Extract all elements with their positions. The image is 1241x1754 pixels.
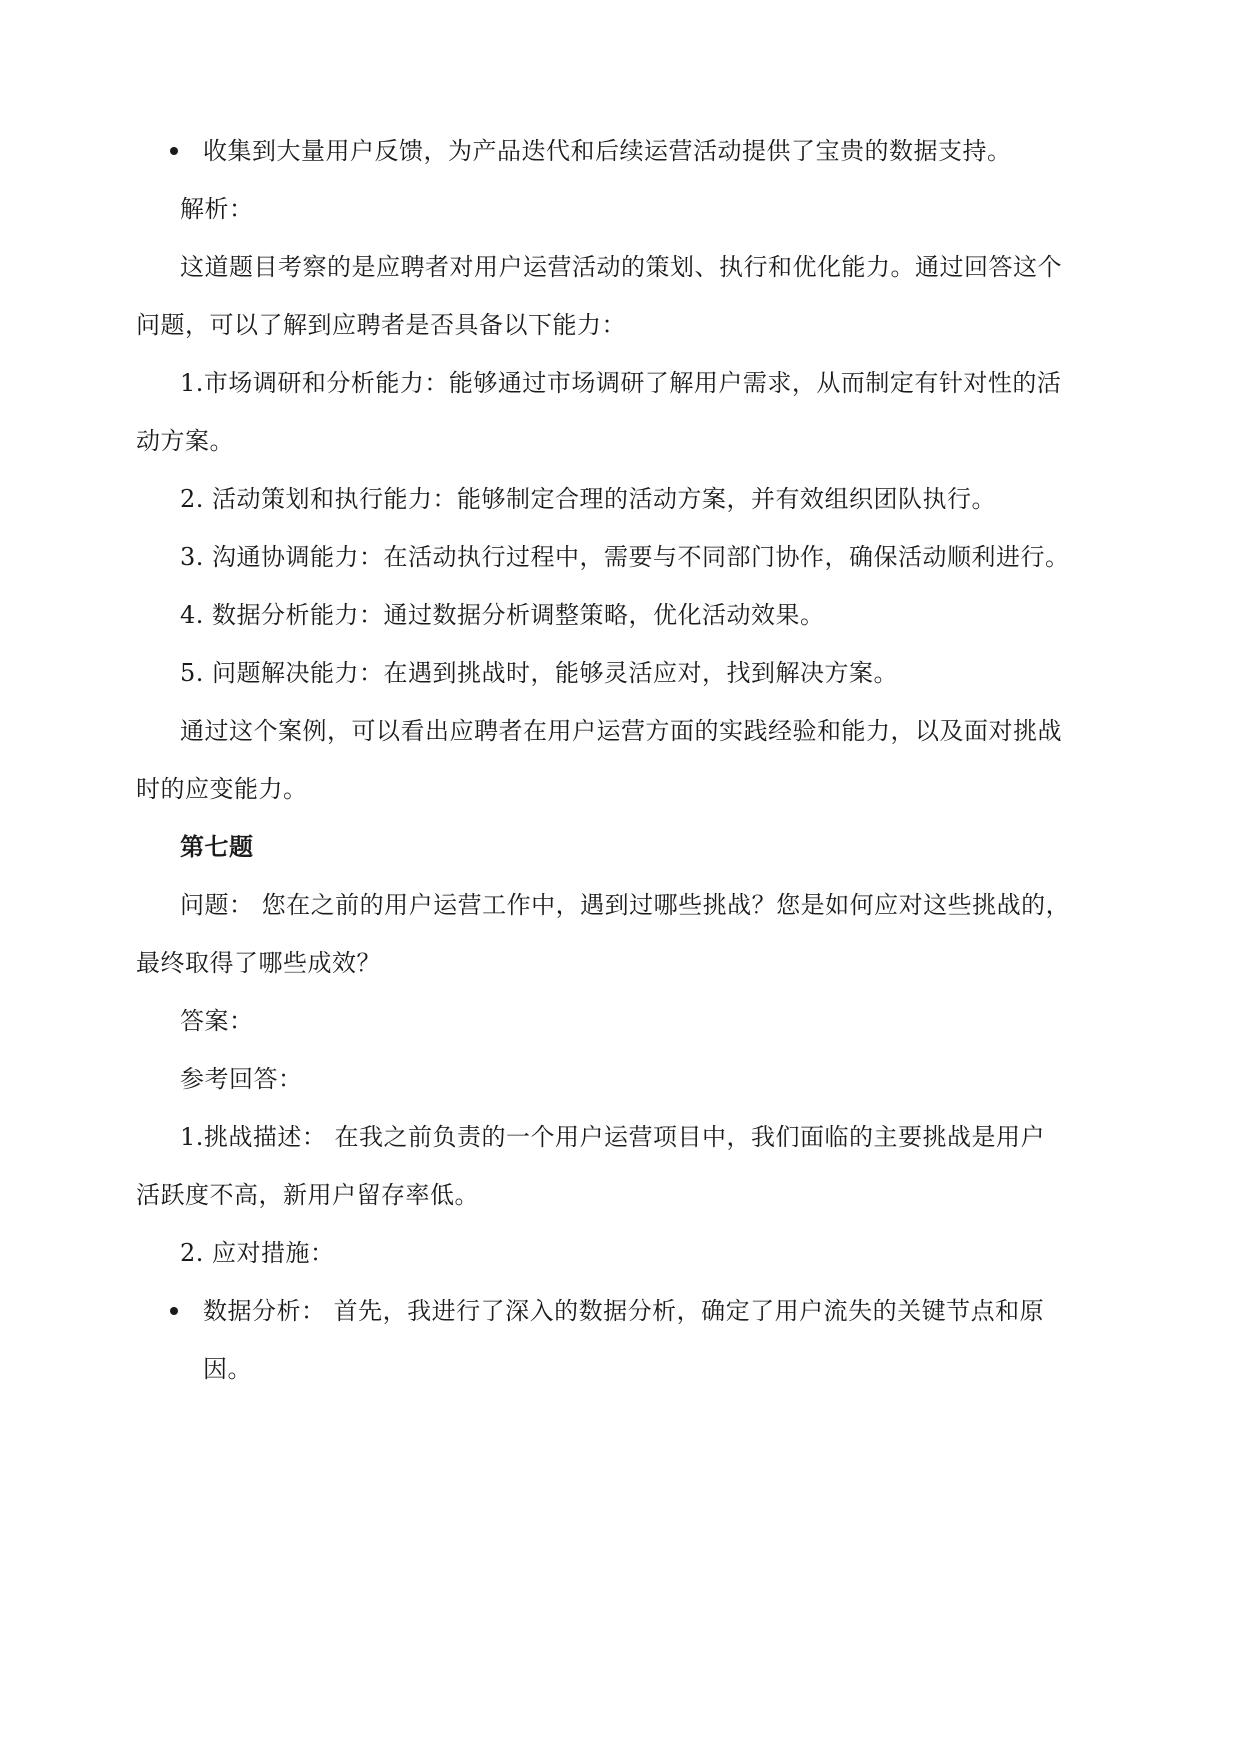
answer-label: 答案：	[180, 1007, 254, 1035]
ability-item-4: 4. 数据分析能力：通过数据分析调整策略，优化活动效果。	[180, 601, 825, 629]
bullet-icon	[170, 1307, 178, 1315]
question-line: 最终取得了哪些成效？	[136, 949, 381, 977]
summary-paragraph-line: 时的应变能力。	[136, 775, 308, 803]
analysis-label: 解析：	[180, 195, 254, 223]
question-line: 问题： 您在之前的用户运营工作中，遇到过哪些挑战？您是如何应对这些挑战的，	[180, 891, 1071, 919]
bullet-icon	[170, 147, 178, 155]
ability-item-2: 2. 活动策划和执行能力：能够制定合理的活动方案，并有效组织团队执行。	[180, 485, 997, 513]
bullet-item-text: 收集到大量用户反馈，为产品迭代和后续运营活动提供了宝贵的数据支持。	[203, 137, 1012, 165]
ability-item-5: 5. 问题解决能力：在遇到挑战时，能够灵活应对，找到解决方案。	[180, 659, 899, 687]
bullet-item-text-cont: 因。	[203, 1355, 252, 1383]
section-heading: 第七题	[180, 832, 254, 861]
ability-item-1-cont: 动方案。	[136, 427, 234, 455]
measures-label: 2. 应对措施：	[180, 1239, 335, 1267]
challenge-description-line: 活跃度不高，新用户留存率低。	[136, 1181, 479, 1209]
challenge-description-line: 1.挑战描述： 在我之前负责的一个用户运营项目中，我们面临的主要挑战是用户	[180, 1123, 1046, 1151]
summary-paragraph-line: 通过这个案例，可以看出应聘者在用户运营方面的实践经验和能力，以及面对挑战	[180, 717, 1062, 745]
reference-label: 参考回答：	[180, 1065, 303, 1093]
analysis-paragraph-line: 这道题目考察的是应聘者对用户运营活动的策划、执行和优化能力。通过回答这个	[180, 253, 1062, 281]
bullet-item-text: 数据分析： 首先，我进行了深入的数据分析，确定了用户流失的关键节点和原	[203, 1297, 1045, 1325]
analysis-paragraph-line: 问题，可以了解到应聘者是否具备以下能力：	[136, 311, 626, 339]
ability-item-1: 1.市场调研和分析能力：能够通过市场调研了解用户需求，从而制定有针对性的活	[180, 369, 1062, 397]
ability-item-3: 3. 沟通协调能力：在活动执行过程中，需要与不同部门协作，确保活动顺利进行。	[180, 543, 1070, 571]
